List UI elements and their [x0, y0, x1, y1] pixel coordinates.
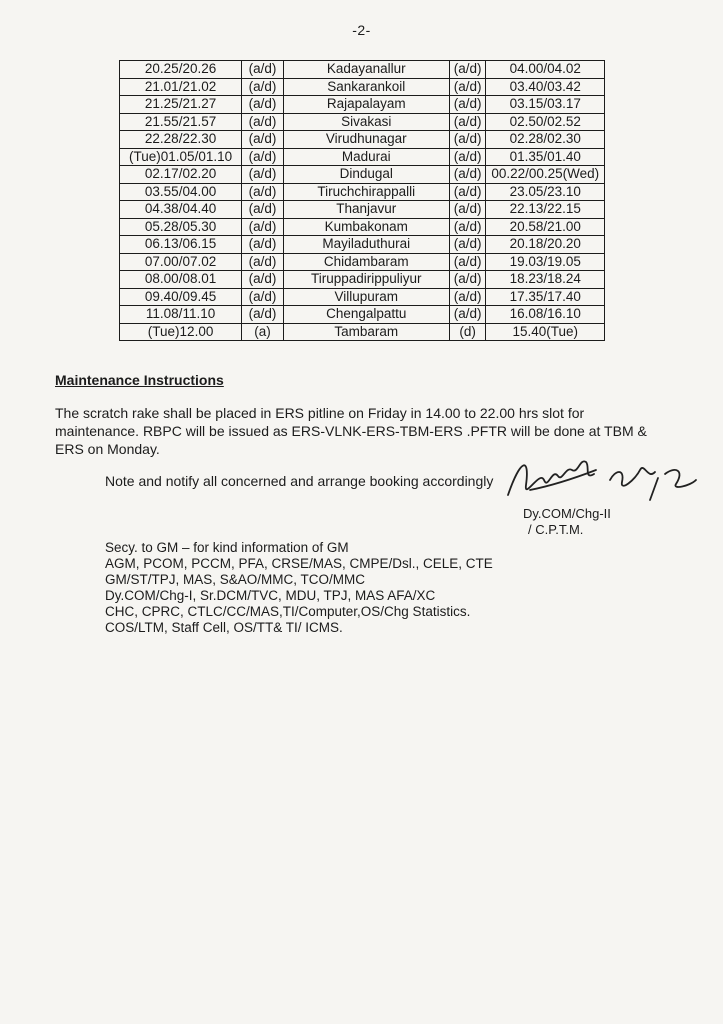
departure-time-cell: 03.55/04.00 [120, 183, 242, 201]
timetable-row [120, 323, 605, 341]
arr-dep-marker-cell: (a/d) [449, 78, 486, 96]
timetable-row [120, 148, 605, 166]
departure-time-cell: 11.08/11.10 [120, 306, 242, 324]
arr-dep-marker-cell: (a/d) [242, 131, 284, 149]
departure-time-cell: 05.28/05.30 [120, 218, 242, 236]
arr-dep-marker-cell: (a/d) [242, 61, 284, 79]
timetable-row [120, 96, 605, 114]
arr-dep-marker-cell: (a/d) [242, 201, 284, 219]
station-cell: Thanjavur [283, 201, 449, 219]
copy-to-line: AGM, PCOM, PCCM, PFA, CRSE/MAS, CMPE/Dsl., CELE, CTE [105, 556, 493, 571]
departure-time-cell: (Tue)12.00 [120, 323, 242, 341]
station-cell: Kadayanallur [283, 61, 449, 79]
timetable-row [120, 271, 605, 289]
return-time-cell: 04.00/04.02 [486, 61, 605, 79]
arr-dep-marker-cell: (a/d) [449, 288, 486, 306]
departure-time-cell: 21.55/21.57 [120, 113, 242, 131]
copy-to-line: COS/LTM, Staff Cell, OS/TT& TI/ ICMS. [105, 620, 343, 635]
departure-time-cell: 09.40/09.45 [120, 288, 242, 306]
station-cell: Chengalpattu [283, 306, 449, 324]
timetable-row [120, 288, 605, 306]
station-cell: Sivakasi [283, 113, 449, 131]
return-time-cell: 16.08/16.10 [486, 306, 605, 324]
station-cell: Tiruchchirappalli [283, 183, 449, 201]
timetable-row [120, 78, 605, 96]
maintenance-line-2: maintenance. RBPC will be issued as ERS-VLNK-ERS-TBM-ERS .PFTR will be done at TBM & [55, 423, 647, 439]
return-time-cell: 19.03/19.05 [486, 253, 605, 271]
arr-dep-marker-cell: (a/d) [449, 148, 486, 166]
arr-dep-marker-cell: (a/d) [449, 201, 486, 219]
page-number: -2- [352, 22, 371, 38]
arr-dep-marker-cell: (a/d) [242, 78, 284, 96]
return-time-cell: 03.40/03.42 [486, 78, 605, 96]
copy-to-line: CHC, CPRC, CTLC/CC/MAS,TI/Computer,OS/Chg Statistics. [105, 604, 471, 619]
maintenance-line-3: ERS on Monday. [55, 441, 160, 457]
timetable-row [120, 131, 605, 149]
arr-dep-marker-cell: (a) [242, 323, 284, 341]
departure-time-cell: (Tue)01.05/01.10 [120, 148, 242, 166]
return-time-cell: 23.05/23.10 [486, 183, 605, 201]
maintenance-heading: Maintenance Instructions [55, 372, 224, 388]
arr-dep-marker-cell: (a/d) [449, 113, 486, 131]
arr-dep-marker-cell: (a/d) [449, 236, 486, 254]
copy-to-line: GM/ST/TPJ, MAS, S&AO/MMC, TCO/MMC [105, 572, 366, 587]
station-cell: Sankarankoil [283, 78, 449, 96]
departure-time-cell: 21.25/21.27 [120, 96, 242, 114]
return-time-cell: 18.23/18.24 [486, 271, 605, 289]
departure-time-cell: 07.00/07.02 [120, 253, 242, 271]
arr-dep-marker-cell: (a/d) [449, 271, 486, 289]
timetable-row [120, 306, 605, 324]
arr-dep-marker-cell: (a/d) [242, 148, 284, 166]
signatory-title-2: / C.P.T.M. [528, 522, 584, 537]
timetable-row [120, 236, 605, 254]
station-cell: Rajapalayam [283, 96, 449, 114]
return-time-cell: 20.58/21.00 [486, 218, 605, 236]
arr-dep-marker-cell: (a/d) [449, 131, 486, 149]
arr-dep-marker-cell: (a/d) [242, 288, 284, 306]
arr-dep-marker-cell: (a/d) [449, 218, 486, 236]
departure-time-cell: 21.01/21.02 [120, 78, 242, 96]
arr-dep-marker-cell: (a/d) [449, 183, 486, 201]
copy-to-list [105, 540, 493, 636]
station-cell: Tambaram [283, 323, 449, 341]
timetable [119, 60, 605, 341]
timetable-row [120, 253, 605, 271]
departure-time-cell: 20.25/20.26 [120, 61, 242, 79]
arr-dep-marker-cell: (a/d) [449, 306, 486, 324]
arr-dep-marker-cell: (a/d) [242, 253, 284, 271]
arr-dep-marker-cell: (a/d) [449, 96, 486, 114]
arr-dep-marker-cell: (a/d) [242, 96, 284, 114]
copy-to-line: Dy.COM/Chg-I, Sr.DCM/TVC, MDU, TPJ, MAS AFA/XC [105, 588, 436, 603]
signatory-title-1: Dy.COM/Chg-II [523, 506, 611, 521]
arr-dep-marker-cell: (a/d) [242, 236, 284, 254]
station-cell: Chidambaram [283, 253, 449, 271]
return-time-cell: 03.15/03.17 [486, 96, 605, 114]
departure-time-cell: 22.28/22.30 [120, 131, 242, 149]
maintenance-line-1: The scratch rake shall be placed in ERS pitline on Friday in 14.00 to 22.00 hrs slot for [55, 405, 585, 421]
station-cell: Madurai [283, 148, 449, 166]
departure-time-cell: 02.17/02.20 [120, 166, 242, 184]
departure-time-cell: 06.13/06.15 [120, 236, 242, 254]
station-cell: Tiruppadirippuliyur [283, 271, 449, 289]
return-time-cell: 00.22/00.25(Wed) [486, 166, 605, 184]
return-time-cell: 01.35/01.40 [486, 148, 605, 166]
arr-dep-marker-cell: (a/d) [242, 166, 284, 184]
station-cell: Virudhunagar [283, 131, 449, 149]
timetable-row [120, 166, 605, 184]
return-time-cell: 17.35/17.40 [486, 288, 605, 306]
arr-dep-marker-cell: (a/d) [449, 61, 486, 79]
arr-dep-marker-cell: (a/d) [449, 166, 486, 184]
arr-dep-marker-cell: (a/d) [242, 271, 284, 289]
return-time-cell: 20.18/20.20 [486, 236, 605, 254]
station-cell: Kumbakonam [283, 218, 449, 236]
station-cell: Villupuram [283, 288, 449, 306]
arr-dep-marker-cell: (d) [449, 323, 486, 341]
arr-dep-marker-cell: (a/d) [242, 183, 284, 201]
return-time-cell: 02.50/02.52 [486, 113, 605, 131]
timetable-row [120, 113, 605, 131]
arr-dep-marker-cell: (a/d) [242, 113, 284, 131]
departure-time-cell: 04.38/04.40 [120, 201, 242, 219]
timetable-row [120, 183, 605, 201]
arr-dep-marker-cell: (a/d) [242, 218, 284, 236]
return-time-cell: 15.40(Tue) [486, 323, 605, 341]
timetable-row [120, 61, 605, 79]
departure-time-cell: 08.00/08.01 [120, 271, 242, 289]
timetable-row [120, 218, 605, 236]
return-time-cell: 02.28/02.30 [486, 131, 605, 149]
station-cell: Dindugal [283, 166, 449, 184]
note-text: Note and notify all concerned and arrange booking accordingly [105, 473, 494, 489]
timetable-row [120, 201, 605, 219]
arr-dep-marker-cell: (a/d) [449, 253, 486, 271]
copy-to-line: Secy. to GM – for kind information of GM [105, 540, 349, 555]
arr-dep-marker-cell: (a/d) [242, 306, 284, 324]
station-cell: Mayiladuthurai [283, 236, 449, 254]
return-time-cell: 22.13/22.15 [486, 201, 605, 219]
